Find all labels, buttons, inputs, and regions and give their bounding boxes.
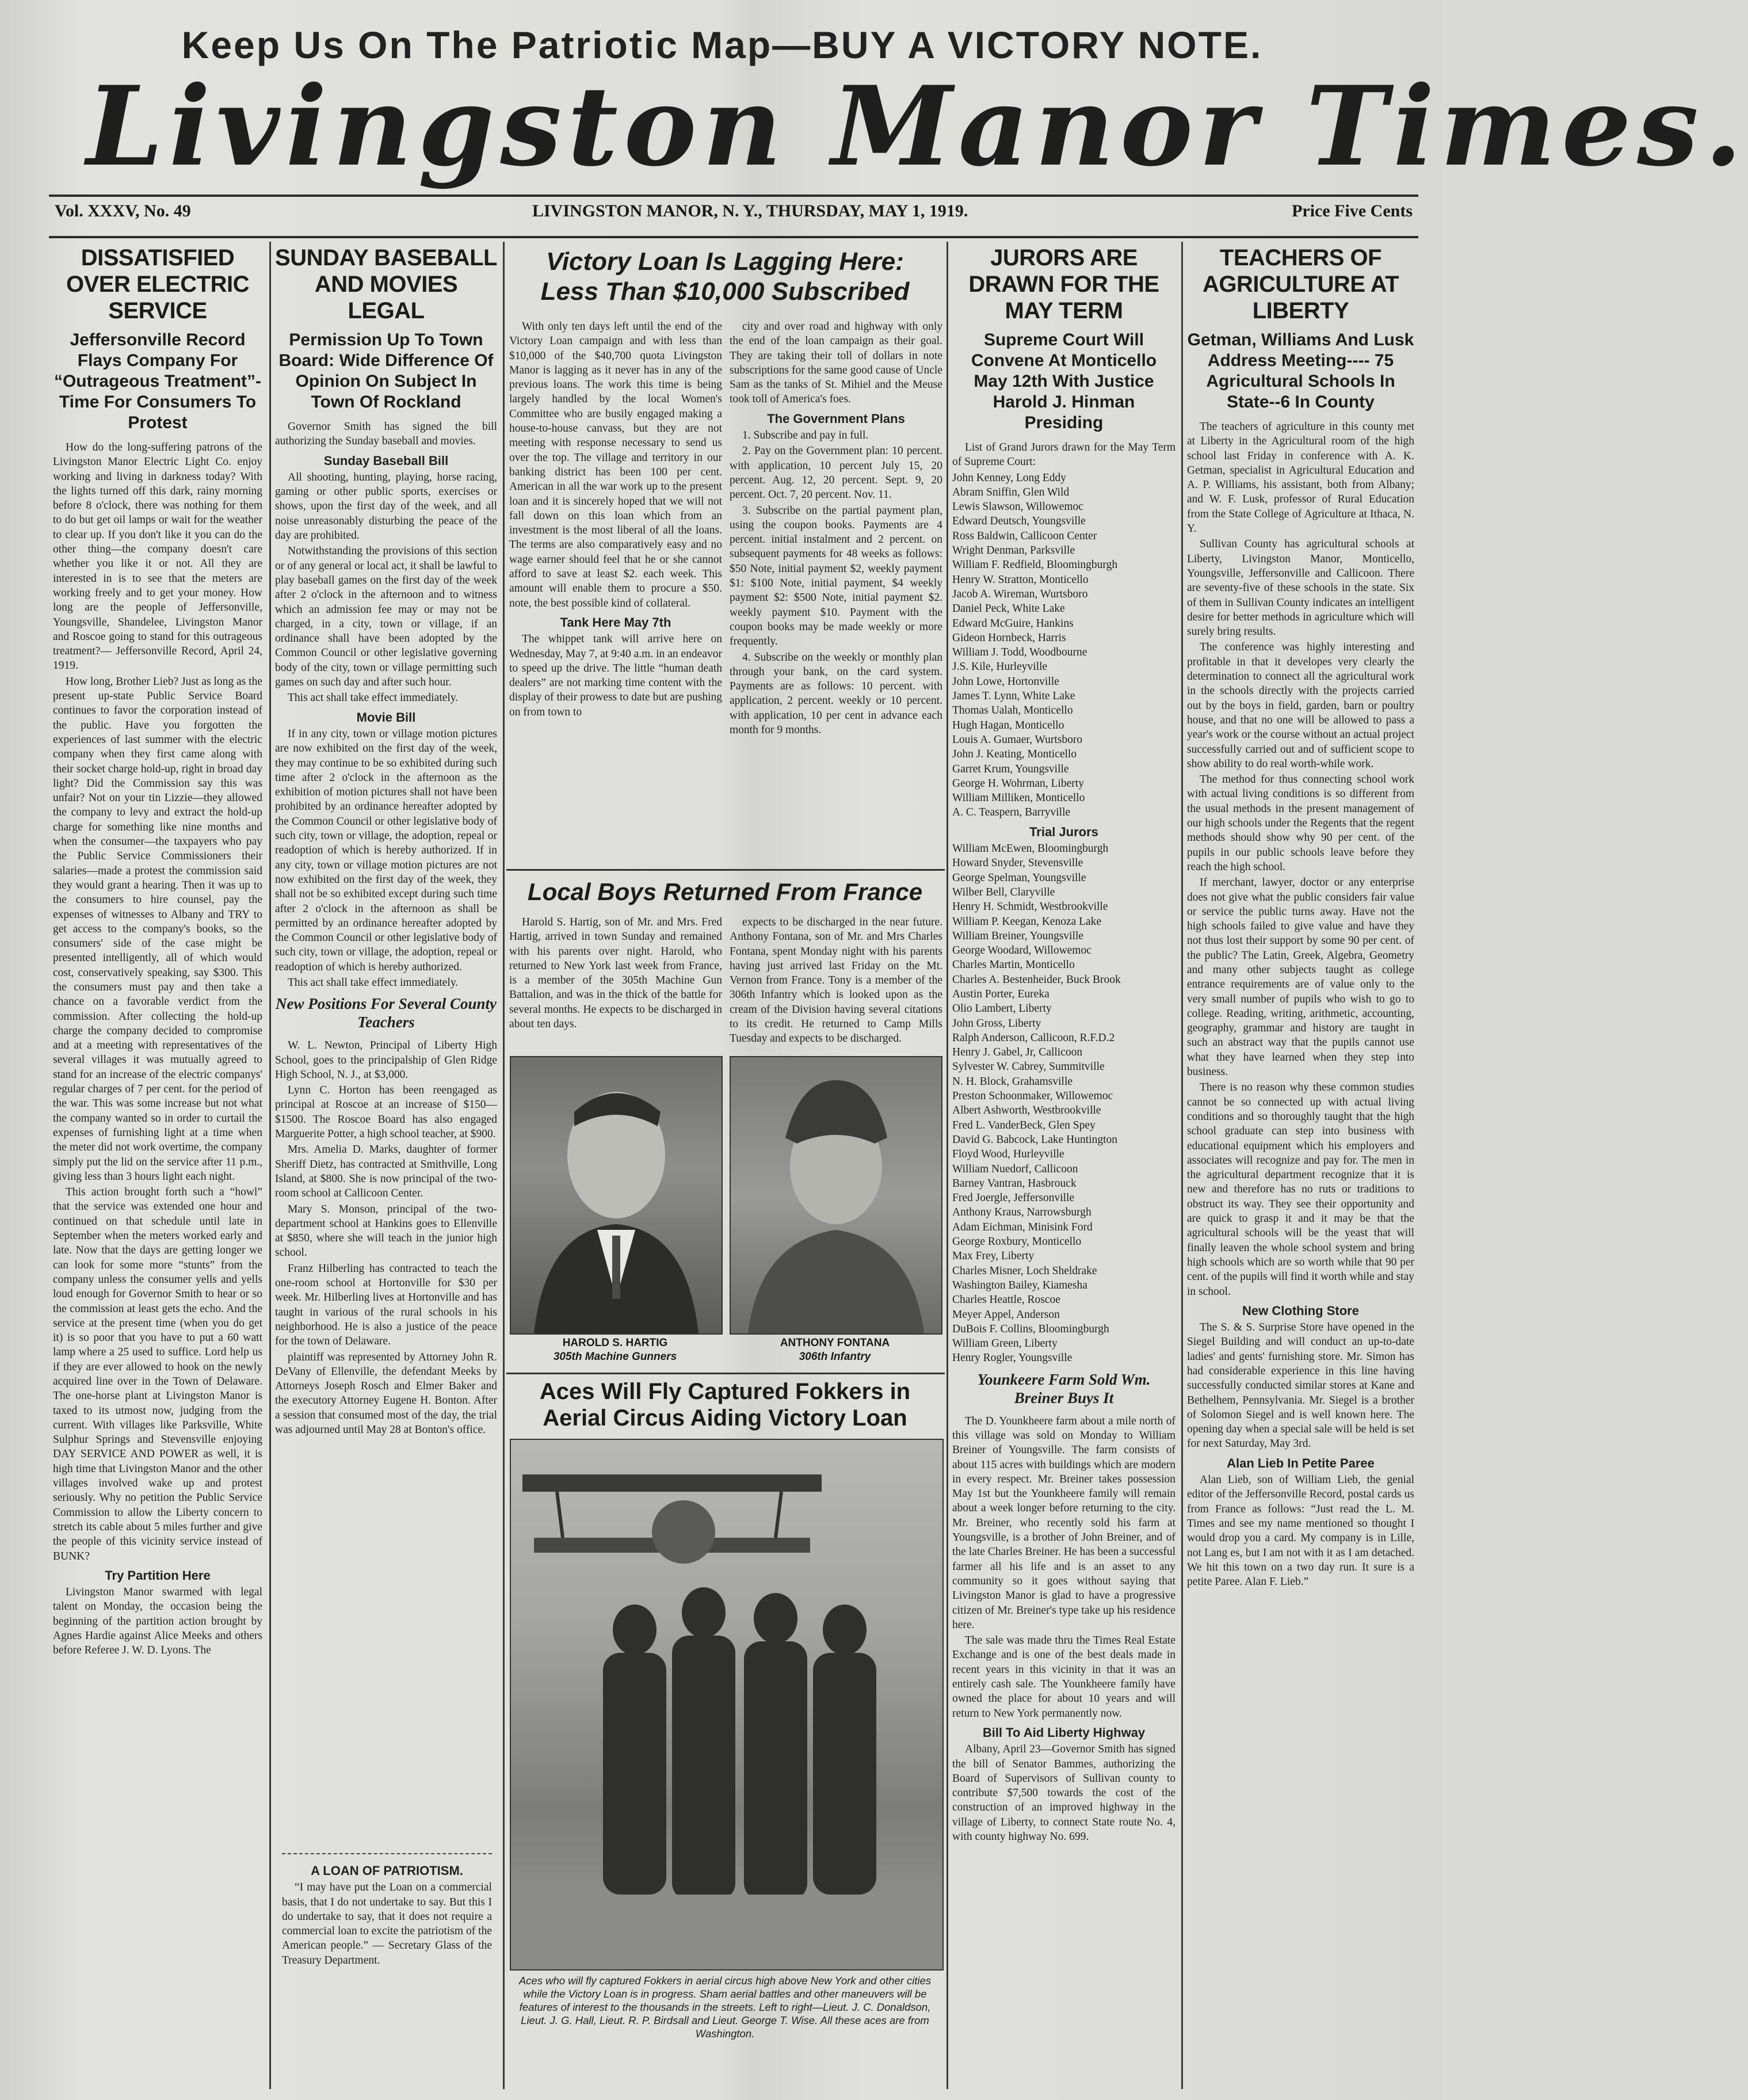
caption-unit: 306th Infantry [799,1351,871,1363]
juror-list-item: George Spelman, Youngsville [952,871,1086,884]
juror-list-item: William Breiner, Youngsville [952,929,1084,942]
column-victory-loan-right [730,319,942,866]
juror-list-item: Thomas Ualah, Monticello [952,704,1073,717]
article-paragraph: The S. & S. Surprise Store have opened in the Siegel Building and will conduct an up-to-date ladies' and gents' furnishing store. Mr. Simon has had considerable experience in this line having successfully conducted similar stores at Kane and Bethelhem, Pennsylvania. Mr. Siegel is a brother of Solomon Siegel and is well known here. The opening day when a special sale will be held is set for next Saturday, May 3rd. [1187,1321,1414,1450]
dateline: LIVINGSTON MANOR, N. Y., THURSDAY, MAY 1, 1919. [532,201,968,220]
column-victory-loan-left [509,319,722,866]
article-paragraph: 3. Subscribe on the partial payment plan, using the coupon books. Payments are 4 percent. initial instalment and 2 percent. on subsequent payments for 48 weeks as follows: $50 Note, initial payment $2, weekly payment $1: $100 Note, initial payment, $4 weekly payment $2: $500 Note, initial payment $2. weekly payment $10. Payment with the coupon books may be made weekly or more frequently. [730,504,942,648]
juror-list-item: George H. Wohrman, Liberty [952,777,1084,790]
masthead-rule-top [49,195,1418,197]
juror-list-item: Austin Porter, Eureka [952,988,1049,1000]
subhead-jurors: Supreme Court Will Convene At Monticello May 12th With Justice Harold J. Hinman Presiding [971,330,1157,432]
juror-list-item: Preston Schoonmaker, Willowemoc [952,1090,1113,1103]
headline-jurors: JURORS ARE DRAWN FOR THE MAY TERM [968,245,1159,323]
caption-anthony-fontana [730,1336,940,1364]
juror-list-item: Henry W. Stratton, Monticello [952,573,1089,586]
juror-list-item: William Nuedorf, Callicoon [952,1163,1078,1175]
subhead-sunday-baseball: Permission Up To Town Board: Wide Difference Of Opinion On Subject In Town Of Rockland [278,330,494,411]
headline-victory-loan-1: Victory Loan Is Lagging Here: [546,247,904,276]
juror-list-item: Daniel Peck, White Lake [952,603,1065,615]
photo-anthony-fontana [730,1056,942,1335]
juror-list-item: Edward Deutsch, Youngsville [952,515,1086,528]
subhead-movie-bill: Movie Bill [356,710,416,725]
juror-list-item: William McEwen, Bloomingburgh [952,843,1109,855]
headline-electric-service: DISSATISFIED OVER ELECTRIC SERVICE [66,245,249,323]
juror-list-item: Ross Baldwin, Callicoon Center [952,529,1097,542]
article-paragraph: With only ten days left until the end of the Victory Loan campaign and with less than $10,000 of the $40,700 quota Livingston Manor is lagging as it never has in any of the previous loans. The work this time is being largely handled by the local Women's Committee who are busily engaged making a house-to-house canvass, but they are not meeting with response necessary to send us over the top. The village and territory in our banking district has been 100 per cent. American in all the war work up to the present loan and it is sincerely hoped that we will not fall down on this loan which from an investment is the most liberal of all the loans. The terms are also comparatively easy and no wage earner should feel that he or she cannot afford to save at least $2. each week. This amount will enable them to procure a $50. note, the best possible kind of collateral. [509,321,722,609]
juror-list-item: Charles Martin, Monticello [952,959,1075,971]
juror-list-item: Fred Joergle, Jeffersonville [952,1192,1075,1205]
column-rule [503,242,505,2089]
article-paragraph: If in any city, town or village motion pictures are now exhibited on the first day of the week, they may continue to be so exhibited during such time after 2 o'clock in the afternoon as the exhibition of motion pictures shall not have been prohibited by an ordinance hereafter adopted by the Common Council or other legislative body of such city, town or village, the adoption, repeal or readoption of which is hereby authorized. If in any city, town or village motion pictures are not now exhibited on the first day of the week, they shall not be so exhibited except during such time after 2 o'clock in the afternoon as shall be permitted by an ordinance hereafter adopted by the Common Council or other legislative body of such city, town or village, the adoption, repeal or readoption of which is hereby authorized. [275,727,497,973]
photo-aces-fokkers [510,1439,944,1971]
article-paragraph: The sale was made thru the Times Real Estate Exchange and is one of the best deals made in recent years in this vicinity in that it was an entirely cash sale. The Younkheere family have owned the place for about 10 years and will return to New York permanently now. [952,1634,1175,1720]
article-paragraph: 1. Subscribe and pay in full. [742,429,869,442]
dateline-bar [55,201,1413,224]
juror-list-item: Edward McGuire, Hankins [952,617,1074,630]
subhead-electric-service: Jeffersonville Record Flays Company For “Outrageous Treatment”-Time For Consumers To Protest [54,330,262,432]
subhead-alan-lieb: Alan Lieb In Petite Paree [1227,1455,1375,1470]
subhead-baseball-bill: Sunday Baseball Bill [323,453,449,468]
caption-harold-hartig [510,1336,720,1364]
subhead-trial-jurors: Trial Jurors [1029,824,1098,839]
article-paragraph: This action brought forth such a “howl” that the service was extended one hour and continued on that schedule until late in September when the meters worked early and late. Now that the days are getting longer we can look for some more “stunts” from the company unless the consumer yells and yells loud enough for Governor Smith to hear or so the commission at least gets the echo. And the service at the present time (when you do get it) is so poor that you have to put a 60 watt lamp where a 25 used to suffice. Lord help us if they are ever allowed to hook on the newly acquired line over in the Town of Delaware. The one-horse plant at Livingston Manor is taxed to its utmost now, judging from the current. With villages like Parksville, White Sulphur Springs and Stevensville enjoying DAY SERVICE AND POWER as well, it is high time that Livingston Manor and the other villages involved wake up and protest seriously. Why no petition the Public Service Commission to allow the Liberty concern to stretch its cable about 5 miles further and give the people of this vicinity service instead of BUNK? [53,1186,262,1562]
grand-jurors-list [952,471,1175,820]
juror-list-item: George Roxbury, Monticello [952,1236,1082,1248]
juror-list-item: Lewis Slawson, Willowemoc [952,501,1083,513]
masthead-rule-bottom [49,236,1418,238]
juror-list-item: Louis A. Gumaer, Wurtsboro [952,733,1083,746]
headline-agriculture: TEACHERS OF AGRICULTURE AT LIBERTY [1202,245,1399,323]
juror-list-item: Ralph Anderson, Callicoon, R.F.D.2 [952,1031,1115,1044]
article-paragraph: The whippet tank will arrive here on Wednesday, May 7, at 9:40 a.m. in an endeavor to speed up the drive. The little “human death dealers” are not marking time content with the display of their prowess to date but are pushing on from town to [509,633,722,718]
article-paragraph: city and over road and highway with only the end of the loan campaign as their goal. They are taking their toll of dollars in note subscriptions for the same good cause of Uncle Sam as the tanks of St. Mihiel and the Meuse took toll of America's foes. [730,321,942,406]
juror-list-item: Fred L. VanderBeck, Glen Spey [952,1119,1096,1131]
article-paragraph: This act shall take effect immediately. [288,692,459,704]
article-paragraph: This act shall take effect immediately. [288,976,459,989]
juror-list-item: John J. Keating, Monticello [952,748,1077,761]
juror-list-item: Albert Ashworth, Westbrookville [952,1104,1101,1117]
caption-unit: 305th Machine Gunners [553,1351,677,1363]
juror-list-item: Adam Eichman, Minisink Ford [952,1221,1093,1233]
article-paragraph: How long, Brother Lieb? Just as long as the present up-state Public Service Board continues to favor the corporation instead of the public. Have you forgotten the experiences of last summer with the electric company when they first came along with their socket charge hold-up, right in broad day light? Did the Commission say this was unfair? Not on your tin Lizzie—they allowed the company to levy and extract the hold-up charge for something like nine months and when the consumer—the taxpayers who pay the Public Service Commissioners their salaries—made a protest the commission said they would grant a hearing. Then it was up to the consumers to hire counsel, pay the expenses of witnesses to Albany and TRY to get access to the company's books, so the consumers' side of the case might be presented intelligently, all of which would cost, conservatively speaking, say $300. This the consumers must pay and then take a chance on a favorable verdict from the commission. After collecting the hold-up charge the company decided to compromise and at a meeting with representatives of the several villages it was mutually agreed to stand for an increase of the electric companys' regular charges of 7 per cent. for the period of the war. This was some increase but not what the company wanted so in order to curtail the expenses of furnishing light at a time when the meter did not work overtime, the company simply put the lid on the service after 11 p.m., giving less than 3 hours light each night. [53,675,262,1183]
juror-list-item: Henry Rogler, Youngsville [952,1352,1073,1365]
juror-list-item: Max Frey, Liberty [952,1250,1035,1263]
article-paragraph: The teachers of agriculture in this county met at Liberty in the Agricultural room of the high school last Friday in conference with A. K. Getman, specialist in Agricultural Education and A. P. Williams, his assistant, both from Albany; and W. F. Lusk, professor of Rural Education from the State College of Agriculture at Ithaca, N. Y. [1187,421,1414,535]
juror-list-item: William P. Keegan, Kenoza Lake [952,915,1102,928]
article-paragraph: plaintiff was represented by Attorney John R. DeVany of Ellenville, the defendant Meeks by Attorneys Joseph Rosch and Elmer Baker and the executory Attorney Eugene H. Bonton. After a session that consumed most of the day, the trial was adjourned until May 28 at Bonton's office. [275,1351,497,1436]
article-paragraph: The D. Younkheere farm about a mile north of this village was sold on Monday to William Breiner of Youngsville. The farm consists of about 115 acres with buildings which are modern in every respect. Mr. Breiner takes possession May 1st but the Younkheere family will remain about a week longer before returning to the city. Mr. Breiner, who recently sold his farm at Youngsville, is a brother of John Breiner, and of the late Charles Breiner. He has been a successful farmer all his life and is an asset to any community so it goes without saying that Livingston Manor is glad to have a progressive citizen of Mr. Breiner's type take up his residence here. [952,1415,1175,1631]
juror-list-item: Wright Denman, Parksville [952,544,1075,557]
juror-list-item: Abram Sniffin, Glen Wild [952,486,1070,498]
article-paragraph: List of Grand Jurors drawn for the May Term of Supreme Court: [952,441,1175,468]
headline-farm-sold: Younkeere Farm Sold Wm. Breiner Buys It [977,1370,1151,1407]
caption-name: HAROLD S. HARTIG [562,1337,668,1349]
juror-list-item: Charles Misner, Loch Sheldrake [952,1264,1097,1277]
juror-list-item: John Gross, Liberty [952,1017,1041,1030]
article-paragraph: W. L. Newton, Principal of Liberty High School, goes to the principalship of Glen Ridge High School, N. J., at $3,000. [275,1039,497,1081]
headline-aces-line-2: Aerial Circus Aiding Victory Loan [543,1405,907,1431]
caption-aces: Aces who will fly captured Fokkers in aerial circus high above New York and other cities while the Victory Loan is in progress. Sham aerial battles and other maneuvers will be features of interest to the thousands in the streets. Left to right—Lieut. J. C. Donaldson, Lieut. J. G. Hall, Lieut. R. P. Birdsall and Lieut. George T. Wise. All these aces are from Washington. [518,1975,932,2040]
article-paragraph: The conference was highly interesting and profitable in that it developes very clearly the determination to connect all the agricultural work in the schools directly with the projects carried out by the boys in field, garden, barn or poultry house, and that no one will be allowed to pass a year's work or the course without an actual project successfully carried out and of sufficient scope to show ability to do real worth-while work. [1187,641,1414,770]
column-rule [269,242,271,2089]
portrait-silhouette-icon [511,1057,722,1333]
section-rule [506,1373,945,1374]
juror-list-item: J.S. Kile, Hurleyville [952,661,1048,673]
caption-name: ANTHONY FONTANA [780,1337,890,1349]
masthead-slogan: Keep Us On The Patriotic Map—BUY A VICTORY NOTE. [181,24,1263,66]
juror-list-item: A. C. Teaspern, Barryville [952,806,1071,819]
price: Price Five Cents [1292,201,1413,220]
photo-harold-hartig [510,1056,723,1335]
juror-list-item: Olio Lambert, Liberty [952,1003,1052,1015]
article-paragraph: Livingston Manor swarmed with legal talent on Monday, the occasion being the beginning of the partition action brought by Agnes Hardie against Alice Meeks and others before Referee J. W. D. Lyons. The [53,1586,262,1657]
juror-list-item: William F. Redfield, Bloomingburgh [952,559,1118,571]
loan-of-patriotism-title: A LOAN OF PATRIOTISM. [311,1863,463,1878]
loan-of-patriotism-box [282,1853,492,2089]
article-paragraph: How do the long-suffering patrons of the Livingston Manor Electric Light Co. enjoy working and living in darkness today? With the lights turned off this dark, rainy morning before 8 o'clock, there was nothing for them to do but get oil lamps or wait for the weather to clear up. If you don't like it you can do the other thing—the company doesn't care whether you like it or not. All they are interested in is to see that the meters are working freely and to get your money. How long are the people of Jeffersonville, Youngsville, Shandelee, Livingston Manor and Roscoe going to stand for this outrageous treatment?— Jeffersonville Record, April 24, 1919. [53,441,262,672]
article-paragraph: 4. Subscribe on the weekly or monthly plan through your bank, on the card system. Payments are as follows: 10 percent. with application, 2 percent. weekly or 10 percent. with application, 10 per cent in advance each month for 9 months. [730,651,942,737]
juror-list-item: John Lowe, Hortonville [952,675,1059,688]
column-agriculture [1187,245,1414,2092]
subhead-liberty-highway: Bill To Aid Liberty Highway [982,1725,1146,1740]
juror-list-item: Hugh Hagan, Monticello [952,719,1064,731]
juror-list-item: James T. Lynn, White Lake [952,690,1075,703]
column-local-boys-left [509,915,722,1047]
juror-list-item: William Green, Liberty [952,1337,1058,1350]
column-rule [946,242,948,2089]
volume-number: Vol. XXXV, No. 49 [55,201,191,220]
juror-list-item: Jacob A. Wireman, Wurtsboro [952,588,1088,600]
juror-list-item: Floyd Wood, Hurleyville [952,1148,1064,1161]
article-paragraph: expects to be discharged in the near future. Anthony Fontana, son of Mr. and Mrs Charles Fontana, spent Monday night with his parents having just arrived last Friday on the Mt. Vernon from France. Tony is a member of the 306th Infantry which is looked upon as the cream of the Division having several citations to its credit. He returned to Camp Mills Tuesday and expects to be discharged. [730,916,942,1045]
article-paragraph: Mrs. Amelia D. Marks, daughter of former Sheriff Dietz, has contracted at Smithville, Long Island, at $800. She is now principal of the two-room school at Callicoon Center. [275,1144,497,1200]
subhead-tank: Tank Here May 7th [560,615,671,630]
juror-list-item: Meyer Appel, Anderson [952,1308,1060,1321]
article-paragraph: Sullivan County has agricultural schools at Liberty, Livingston Manor, Monticello, Youngsville, Jeffersonville and Callicoon. There are seventy-five of these schools in the state. Six of them in Sullivan County indicates an intelligent desire for better methods in agriculture which will surely bring results. [1187,538,1414,638]
headline-aces [509,1378,941,1431]
trial-jurors-list [952,841,1175,1366]
headline-local-boys: Local Boys Returned From France [527,878,923,905]
juror-list-item: Charles Heattle, Roscoe [952,1294,1060,1306]
juror-list-item: N. H. Block, Grahamsville [952,1075,1073,1088]
juror-list-item: Garret Krum, Youngsville [952,763,1069,775]
juror-list-item: David G. Babcock, Lake Huntington [952,1133,1118,1146]
juror-list-item: Henry J. Gabel, Jr, Callicoon [952,1046,1083,1059]
juror-list-item: John Kenney, Long Eddy [952,471,1067,484]
article-paragraph: 2. Pay on the Government plan: 10 percent. with application, 10 percent July 15, 20 percent. Aug. 12, 20 percent. Sept. 9, 20 percent. Oct. 7, 20 percent. Nov. 11. [730,445,942,501]
airplane-aviators-icon [511,1440,942,1969]
newspaper-title: Livingston Manor Times. [86,62,1748,190]
juror-list-item: Charles A. Bestenheider, Buck Brook [952,973,1121,986]
article-paragraph: Alan Lieb, son of William Lieb, the genial editor of the Jeffersonville Record, postal cards us from France as follows: “Just read the L. M. Times and see my name mentioned so thought I would drop you a card. My company is in Lille, not Lang es, but I am not with it as I am detached. We hit this town on a two day run. It sure is a petite Paree. Alan F. Lieb.” [1187,1474,1414,1588]
article-paragraph: Lynn C. Horton has been reengaged as principal at Roscoe at an increase of $150—$1500. The Roscoe Board has also engaged Marguerite Potter, a high school teacher, at $900. [275,1084,497,1141]
article-paragraph: If merchant, lawyer, doctor or any enterprise does not give what the public considers fair value or service the public turns away. Have not the high schools failed to give value and have they not thus lost their support by some 90 per cent. of the public? The Latin, Greek, Algebra, Geometry and many other subjects taught as college entrance requirements are of value only to the very small number of pupils who wish to go to college. Reading, writing, arithmetic, accounting, geography, grammar and history are taught in such an abstract way that the pupils cannot use what they have learned when they step into business. [1187,876,1414,1078]
headline-aces-line-1: Aces Will Fly Captured Fokkers in [539,1379,911,1404]
headline-sunday-baseball: SUNDAY BASEBALL AND MOVIES LEGAL [275,245,497,323]
subhead-agriculture: Getman, Williams And Lusk Address Meeting---- 75 Agricultural Schools In State--6 In County [1187,330,1414,411]
article-paragraph: Harold S. Hartig, son of Mr. and Mrs. Fred Hartig, arrived in town Sunday and remained with his parents over night. Harold, who returned to New York last week from France, is a member of the 305th Machine Gun Battalion, and was in the thick of the battle for several months. He expects to be discharged in about ten days. [509,916,722,1031]
column-jurors [952,245,1175,2092]
section-rule [506,869,945,871]
juror-list-item: William J. Todd, Woodbourne [952,646,1087,659]
article-paragraph: Governor Smith has signed the bill authorizing the Sunday baseball and movies. [275,421,497,448]
juror-list-item: William Milliken, Monticello [952,792,1085,805]
portrait-silhouette-icon [731,1057,941,1333]
column-rule [1181,242,1183,2089]
juror-list-item: Howard Snyder, Stevensville [952,857,1083,870]
juror-list-item: Gideon Hornbeck, Harris [952,631,1066,644]
column-sunday-baseball [275,245,497,1844]
article-paragraph: There is no reason why these common studies cannot be so connected up with actual living conditions and so thoroughly taught that the high school graduate can step into business with educational equipment which his employers and associates will recognize and pay for. The men in the agricultural department recognize that it is new and therefore has no ruts or traditions to obstruct its way. They see their opportunity and are quick to grasp it and it may be that the agricultural schools will be the yeast that will finally leaven the whole school system and bring high schools which are so worth while that 90 per cent. of the pupils will find it worth while and stay in school. [1187,1081,1414,1298]
article-paragraph: Albany, April 23—Governor Smith has signed the bill of Senator Bammes, authorizing the Board of Supervisors of Sullivan county to contribute $7,500 towards the cost of the construction of an improved highway in the village of Liberty, to connect State route No. 4, with county highway No. 699. [952,1743,1175,1843]
article-paragraph: Mary S. Monson, principal of the two-department school at Hankins goes to Ellenville at $850, where she will teach in the junior high school. [275,1203,497,1259]
juror-list-item: Barney Vantran, Hasbrouck [952,1177,1077,1190]
juror-list-item: Wilber Bell, Claryville [952,886,1055,898]
subhead-government-plans: The Government Plans [767,411,905,426]
headline-victory-loan-2: Less Than $10,000 Subscribed [540,277,910,306]
article-paragraph: Franz Hilberling has contracted to teach the one-room school at Hortonville for $30 per week. Mr. Hilberling lives at Hortonville and has taught in various of the rural schools in his neighborhood. He is also a justice of the peace for the town of Delaware. [275,1262,497,1348]
juror-list-item: George Woodard, Willowemoc [952,944,1091,957]
juror-list-item: DuBois F. Collins, Bloomingburgh [952,1322,1109,1335]
juror-list-item: Sylvester W. Cabrey, Summitville [952,1061,1105,1073]
article-paragraph: All shooting, hunting, playing, horse racing, gaming or other public sports, exercises or shows, upon the first day of the week, and all noise unreasonably disturbing the peace of the day are prohibited. [275,471,497,542]
article-paragraph: Notwithstanding the provisions of this section or of any general or local act, it shall be lawful to play baseball games on the first day of the week after 2 o'clock in the afternoon and to witness which an admission fee may or may not be charged, in a city, town or village, if an ordinance shall have been adopted by the Common Council or other legislative governing body of the city, town or village permitting such games on such day and after such hour. [275,545,497,689]
juror-list-item: Washington Bailey, Kiamesha [952,1279,1087,1291]
column-electric-service [53,245,262,2092]
juror-list-item: Anthony Kraus, Narrowsburgh [952,1206,1091,1219]
subhead-partition: Try Partition Here [105,1568,211,1583]
headline-new-positions: New Positions For Several County Teachers [275,995,497,1031]
loan-of-patriotism-text: “I may have put the Loan on a commercial basis, that I do not undertake to say. But this I do undertake to say, that it does not require a commercial loan to excite the patriotism of the American people.” — Secretary Glass of the Treasury Department. [282,1881,492,1966]
juror-list-item: Henry H. Schmidt, Westbrookville [952,901,1108,913]
column-local-boys-right [730,915,942,1047]
subhead-clothing-store: New Clothing Store [1242,1303,1359,1318]
article-paragraph: The method for thus connecting school work with actual living conditions is so different from the usual methods in the present management of our high schools under the Regents that the regent methods should show why 90 per cent. of the pupils in our public schools leave before they reach the high school. [1187,773,1414,873]
